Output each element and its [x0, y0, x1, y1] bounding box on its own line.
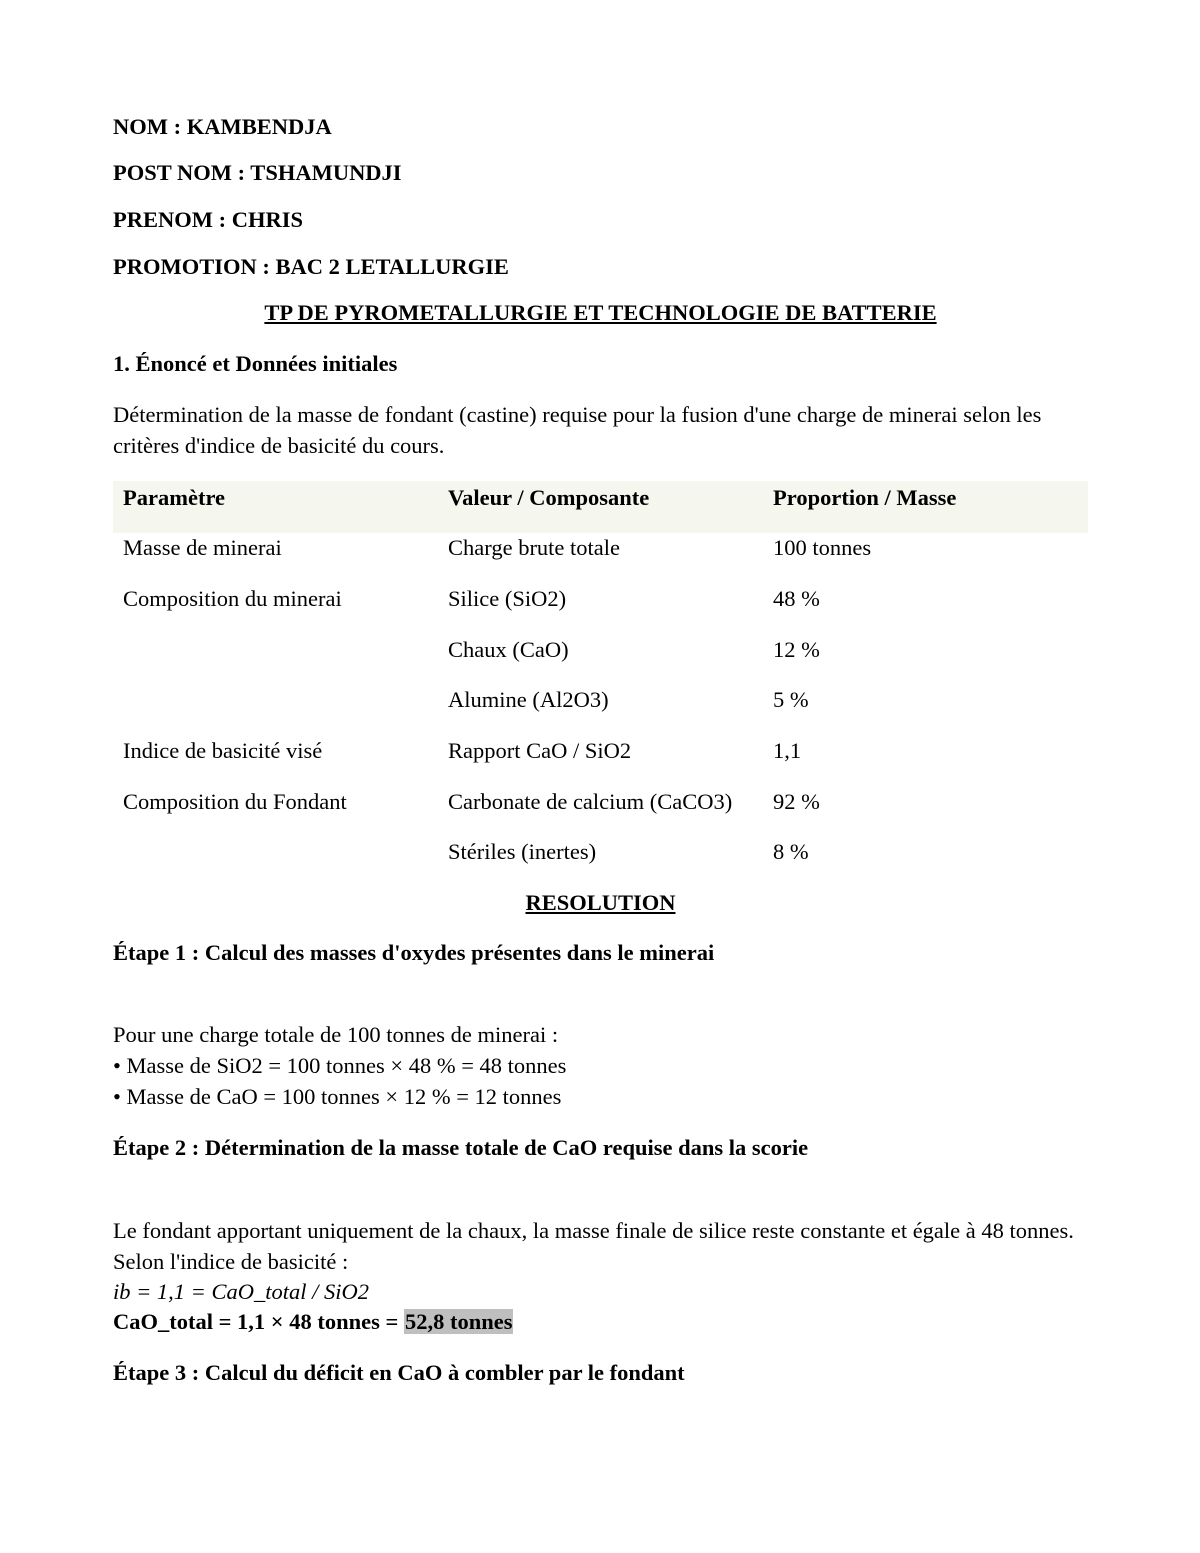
step1-line: • Masse de CaO = 100 tonnes × 12 % = 12 tonnes: [113, 1084, 562, 1109]
table-header-cell: Paramètre: [123, 485, 226, 510]
table-cell: Masse de minerai: [123, 535, 282, 560]
table-cell: 5 %: [773, 687, 809, 712]
table-cell: Carbonate de calcium (CaCO3): [448, 789, 733, 814]
table-cell: Charge brute totale: [448, 535, 621, 560]
step2-result-value: 52,8 tonnes: [404, 1309, 513, 1334]
step1-line: Pour une charge totale de 100 tonnes de minerai :: [113, 1022, 559, 1047]
table-cell: Composition du minerai: [123, 586, 342, 611]
step2-formula: ib = 1,1 = CaO_total / SiO2: [113, 1279, 370, 1304]
table-cell: Alumine (Al2O3): [448, 687, 609, 712]
step1-line: • Masse de SiO2 = 100 tonnes × 48 % = 48 tonnes: [113, 1053, 567, 1078]
table-cell: Rapport CaO / SiO2: [448, 738, 632, 763]
table-cell: 48 %: [773, 586, 820, 611]
table-cell: Composition du Fondant: [123, 789, 347, 814]
table-cell: 100 tonnes: [773, 535, 872, 560]
table-cell: 92 %: [773, 789, 820, 814]
table-cell: Chaux (CaO): [448, 637, 569, 662]
table-cell: 12 %: [773, 637, 820, 662]
section1-heading: 1. Énoncé et Données initiales: [113, 351, 398, 376]
table-header: [113, 481, 1088, 533]
table-cell: 1,1: [773, 738, 802, 763]
resolution-title: RESOLUTION: [525, 890, 676, 915]
table-cell: Indice de basicité visé: [123, 738, 323, 763]
step2-paragraph: Le fondant apportant uniquement de la chaux, la masse finale de silice reste constante et égale à 48 tonnes. Selon l'indice de basicité :: [113, 1218, 1074, 1274]
student-promotion: PROMOTION : BAC 2 LETALLURGIE: [113, 254, 509, 279]
student-post-nom: POST NOM : TSHAMUNDJI: [113, 160, 402, 185]
table-cell: Stériles (inertes): [448, 839, 597, 864]
table-cell: 8 %: [773, 839, 809, 864]
step2-result-prefix: CaO_total = 1,1 × 48 tonnes =: [113, 1309, 404, 1334]
table-header-cell: Proportion / Masse: [773, 485, 957, 510]
student-nom: NOM : KAMBENDJA: [113, 114, 332, 139]
document-title: TP DE PYROMETALLURGIE ET TECHNOLOGIE DE BATTERIE: [264, 300, 937, 325]
step1-heading: Étape 1 : Calcul des masses d'oxydes présentes dans le minerai: [113, 940, 715, 965]
step3-heading: Étape 3 : Calcul du déficit en CaO à combler par le fondant: [113, 1360, 685, 1385]
step2-heading: Étape 2 : Détermination de la masse totale de CaO requise dans la scorie: [113, 1135, 809, 1160]
table-header-cell: Valeur / Composante: [448, 485, 650, 510]
section1-paragraph: Détermination de la masse de fondant (castine) requise pour la fusion d'une charge de minerai selon les critères d'indice de basicité du cours.: [113, 402, 1042, 458]
table-cell: Silice (SiO2): [448, 586, 567, 611]
student-prenom: PRENOM : CHRIS: [113, 207, 303, 232]
step2-result: [113, 1309, 513, 1335]
